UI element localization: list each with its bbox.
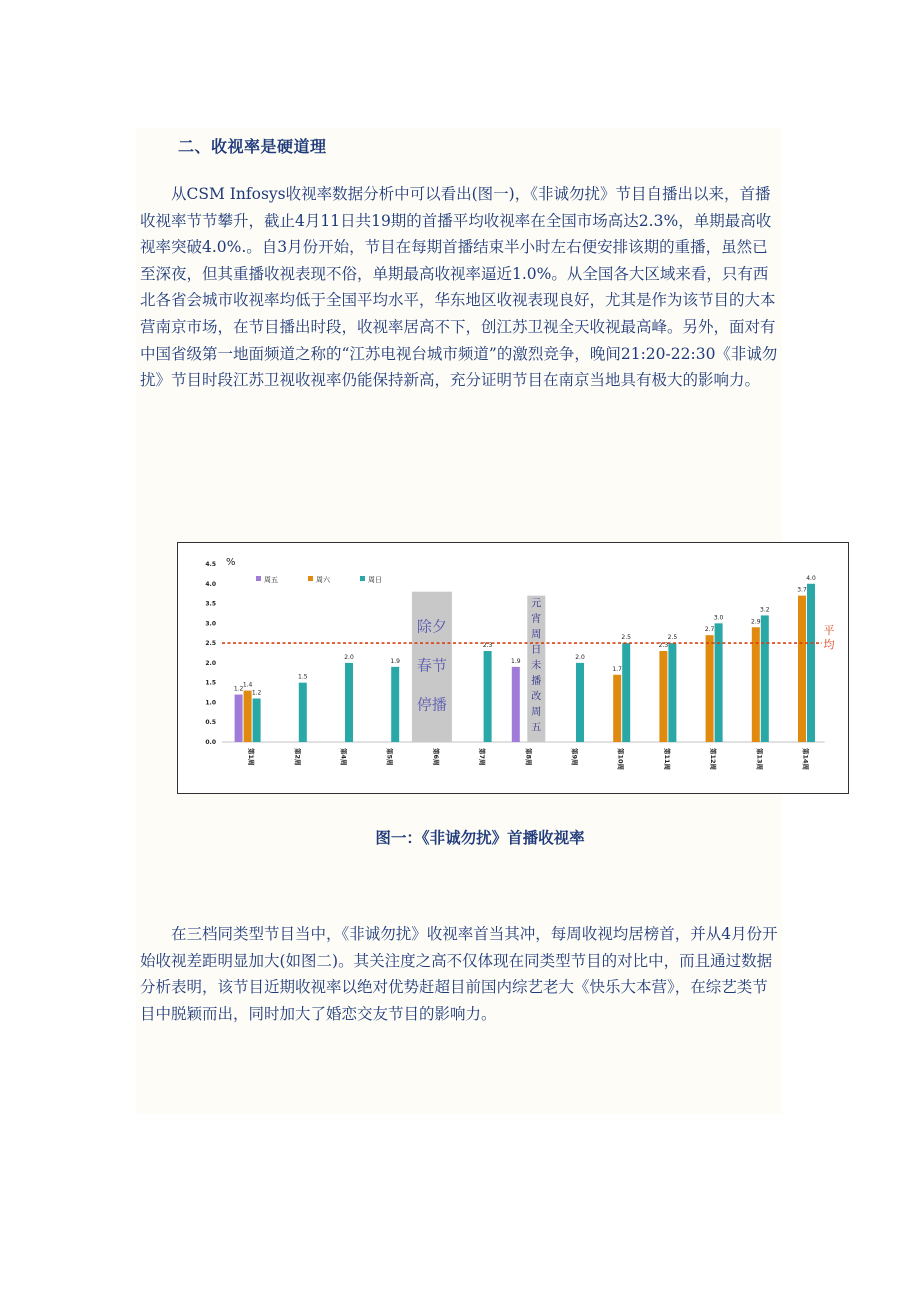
bar	[622, 643, 630, 742]
annotation-text: 改	[531, 691, 542, 703]
ratings-chart	[177, 542, 849, 794]
annotation-text: 播	[531, 676, 542, 688]
data-label: 3.2	[760, 606, 770, 614]
y-tick-label: 2.0	[205, 659, 216, 667]
data-label: 1.9	[390, 657, 400, 665]
category-label: 第5周	[385, 748, 394, 766]
paragraph-ratings-analysis: 从CSM Infosys收视率数据分析中可以看出(图一)，《非诚勿扰》节目自播出以来，首播收视率节节攀升，截止4月11日共19期的首播平均收视率在全国市场高达2.3%，单期最高收视率突破4.0%.。自3月份开始，节目在每期首播结束半小时左右便安排该期的重播，虽然已至深夜，但其重播收视表现不俗，单期最高收视率逼近1.0%。从全国各大区域来看，只有西北各省会城市收视率均低于全国平均水平，华东地区收视表现良好，尤其是作为该节目的大本营南京市场，在节目播出时段，收视率居高不下，创江苏卫视全天收视最高峰。另外，面对有中国省级第一地面频道之称的“江苏电视台城市频道”的激烈竞争，晚间21:20-22:30《非诚勿扰》节目时段江苏卫视收视率仍能保持新高，充分证明节目在南京当地具有极大的影响力。	[140, 185, 778, 390]
bar	[798, 596, 806, 742]
figure-caption: 图一：《非诚勿扰》首播收视率	[375, 828, 585, 847]
category-label: 第14周	[801, 748, 810, 771]
data-label: 2.5	[621, 634, 631, 642]
bar	[512, 667, 520, 742]
bar	[484, 651, 492, 742]
paragraph-competition: 在三档同类型节目当中，《非诚勿扰》收视率首当其冲，每周收视均居榜首，并从4月份开始收视差距明显加大(如图二)。其关注度之高不仅体现在同类型节目的对比中，而且通过数据分析表明，该节目近期收视率以绝对优势赶超目前国内综艺老大《快乐大本营》，在综艺类节目中脱颖而出，同时加大了婚恋交友节目的影响力。	[140, 925, 778, 1023]
legend-swatch	[256, 576, 261, 581]
y-tick-label: 3.0	[205, 620, 216, 628]
data-label: 1.7	[612, 665, 622, 673]
category-label: 第2周	[293, 748, 302, 766]
legend-label: 周日	[368, 576, 382, 584]
annotation-text: 停播	[416, 695, 447, 714]
y-tick-label: 4.0	[205, 580, 216, 588]
data-label: 1.9	[511, 657, 521, 665]
category-label: 第6周	[431, 748, 440, 766]
bar	[706, 635, 714, 742]
y-tick-label: 0.0	[205, 739, 216, 746]
bar	[253, 698, 261, 742]
annotation-text: 周	[531, 629, 542, 641]
data-label: 2.3	[658, 642, 669, 650]
category-label: 第11周	[662, 748, 671, 771]
bar	[761, 615, 769, 742]
annotation-text: 五	[531, 722, 542, 734]
annotation-text: 宵	[531, 614, 542, 626]
section-heading: 二、收视率是硬道理	[178, 137, 327, 156]
y-tick-label: 1.5	[205, 679, 216, 687]
data-label: 2.3	[482, 642, 493, 650]
data-label: 1.2	[233, 685, 244, 693]
bar	[715, 623, 723, 742]
average-label: 均	[823, 638, 835, 652]
annotation-text: 周	[531, 707, 542, 719]
bar	[668, 643, 676, 742]
annotation-text: 春节	[416, 656, 447, 675]
y-tick-label: 4.5	[205, 561, 216, 568]
chart-svg	[178, 543, 848, 793]
category-label: 第10周	[616, 748, 625, 771]
category-label: 第13周	[755, 748, 764, 771]
annotation-text: 未	[531, 660, 542, 672]
legend-swatch	[308, 576, 313, 581]
category-label: 第9周	[570, 748, 579, 766]
legend-label: 周六	[316, 576, 330, 584]
data-label: 3.0	[713, 614, 724, 622]
bar	[299, 683, 307, 742]
data-label: 2.0	[344, 653, 354, 661]
bar	[244, 691, 252, 742]
data-label: 1.2	[251, 689, 262, 697]
data-label: 2.0	[575, 653, 585, 661]
category-label: 第7周	[478, 748, 487, 766]
y-unit-label: %	[226, 557, 236, 568]
bar	[659, 651, 667, 742]
annotation-text: 除夕	[416, 617, 447, 636]
y-tick-label: 0.5	[205, 719, 216, 727]
data-label: 1.4	[242, 681, 253, 689]
category-label: 第1周	[247, 748, 256, 766]
data-label: 2.9	[751, 618, 761, 626]
data-label: 3.7	[797, 586, 807, 594]
bar	[576, 663, 584, 742]
legend-label: 周五	[264, 576, 278, 584]
annotation-text: 元	[531, 598, 542, 610]
average-label: 平	[823, 624, 835, 638]
legend-swatch	[360, 576, 365, 581]
y-tick-label: 3.5	[205, 600, 216, 608]
bar	[345, 663, 353, 742]
category-label: 第8周	[524, 748, 533, 766]
y-tick-label: 2.5	[205, 640, 216, 648]
category-label: 第12周	[709, 748, 718, 771]
y-tick-label: 1.0	[205, 699, 216, 707]
category-label: 第4周	[339, 748, 348, 766]
bar	[807, 584, 815, 742]
data-label: 2.5	[667, 634, 678, 642]
bar	[752, 627, 760, 742]
bar	[391, 667, 399, 742]
annotation-text: 日	[531, 645, 542, 657]
data-label: 2.7	[704, 626, 715, 634]
data-label: 1.5	[298, 673, 308, 681]
bar	[235, 695, 243, 742]
data-label: 4.0	[806, 574, 816, 582]
bar	[613, 675, 621, 742]
